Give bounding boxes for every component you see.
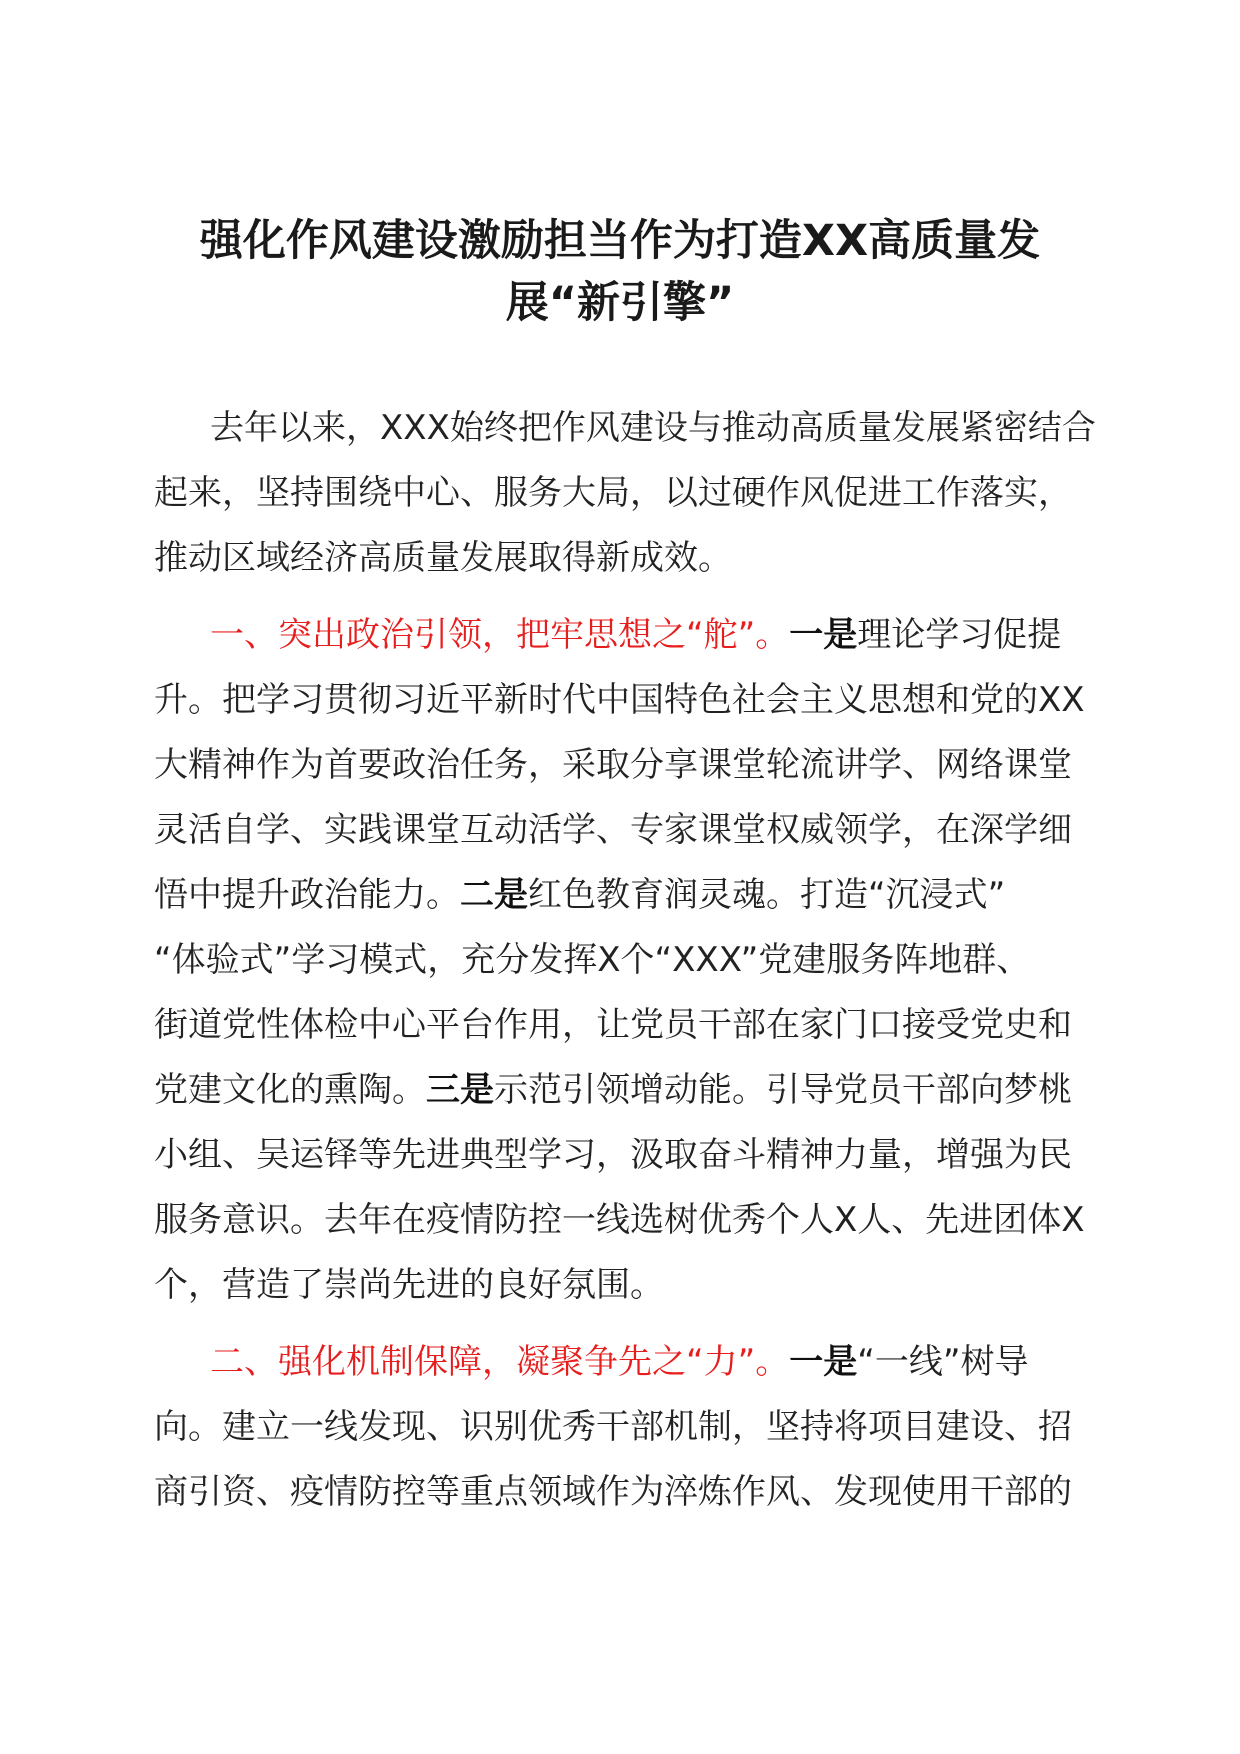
section1-heading: 一、突出政治引领，把牢思想之“舵”。 <box>210 615 790 655</box>
section1-marker-2: 二是 <box>460 875 528 915</box>
intro-line-3: 推动区域经济高质量发展取得新成效。 <box>154 538 732 578</box>
section1-line-4: 灵活自学、实践课堂互动活学、专家课堂权威领学，在深学细 <box>154 810 1072 850</box>
section1-line-1 <box>154 603 1094 668</box>
section2-marker-1: 一是 <box>789 1342 858 1382</box>
section1-line-8 <box>154 1058 1094 1123</box>
section1-line-2: 升。把学习贯彻习近平新时代中国特色社会主义思想和党的XX <box>154 680 1085 720</box>
section2-line1-text: “一线”树导 <box>857 1342 1029 1382</box>
intro-line-1: 去年以来，XXX始终把作风建设与推动高质量发展紧密结合 <box>210 408 1096 448</box>
section2-line-3: 商引资、疫情防控等重点领域作为淬炼作风、发现使用干部的 <box>154 1472 1072 1512</box>
intro-line-2: 起来，坚持围绕中心、服务大局，以过硬作风促进工作落实， <box>154 473 1072 513</box>
section2-line-2: 向。建立一线发现、识别优秀干部机制，坚持将项目建设、招 <box>154 1407 1072 1447</box>
section1-line5-pre: 悟中提升政治能力。 <box>154 875 460 915</box>
section1-line-11: 个，营造了崇尚先进的良好氛围。 <box>154 1265 664 1305</box>
section1-line-5 <box>154 863 1094 928</box>
section1-line-3: 大精神作为首要政治任务，采取分享课堂轮流讲学、网络课堂 <box>154 745 1072 785</box>
section1-line8-post: 示范引领增动能。引导党员干部向梦桃 <box>494 1070 1072 1110</box>
section2-heading: 二、强化机制保障，凝聚争先之“力”。 <box>210 1342 790 1382</box>
title-line-1: 强化作风建设激励担当作为打造XX高质量发 <box>199 216 1041 266</box>
section1-marker-1: 一是 <box>789 615 858 655</box>
title-line-2: 展“新引擎” <box>505 278 735 328</box>
section1-line8-pre: 党建文化的熏陶。 <box>154 1070 426 1110</box>
section2-line-1 <box>154 1330 1094 1395</box>
section1-line-7: 街道党性体检中心平台作用，让党员干部在家门口接受党史和 <box>154 1005 1072 1045</box>
section1-line1-text: 理论学习促提 <box>857 615 1062 655</box>
section1-marker-3: 三是 <box>426 1070 494 1110</box>
section1-line5-post: 红色教育润灵魂。打造“沉浸式” <box>528 875 1006 915</box>
section1-line-9: 小组、吴运铎等先进典型学习，汲取奋斗精神力量，增强为民 <box>154 1135 1072 1175</box>
section1-line-6: “体验式”学习模式，充分发挥X个“XXX”党建服务阵地群、 <box>154 940 1031 980</box>
document-title <box>150 210 1090 334</box>
section1-line-10: 服务意识。去年在疫情防控一线选树优秀个人X人、先进团体X <box>154 1200 1085 1240</box>
document-body <box>154 396 1094 1525</box>
